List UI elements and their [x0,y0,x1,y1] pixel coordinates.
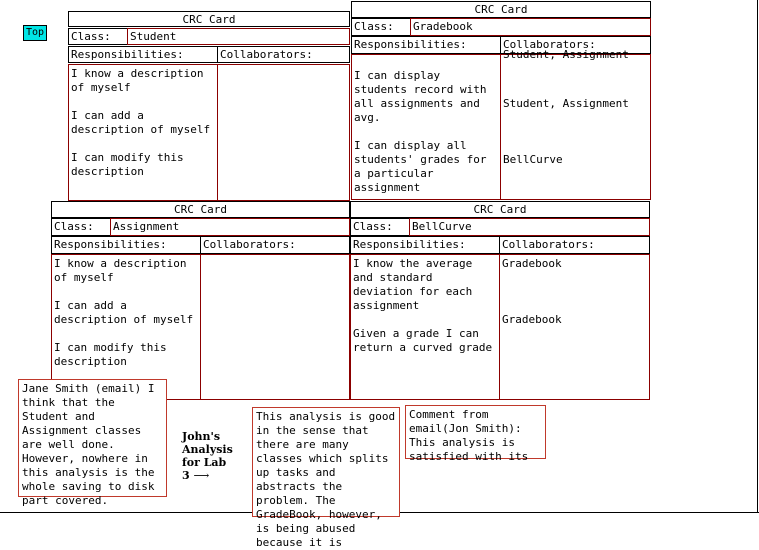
collaborator-item: Gradebook [502,257,562,270]
collaborators-label: Collaborators: [200,236,350,254]
card-title: CRC Card [68,11,350,27]
class-name-field[interactable]: Student [127,28,350,45]
card-title: CRC Card [351,1,651,18]
note-jon-smith: Comment from email(Jon Smith): This analysis is satisfied with its [405,405,546,459]
responsibility-item: I can modify this description [71,151,184,178]
responsibility-item: I know a description of myself [71,67,204,94]
crc-card-student [68,11,350,201]
crc-card-assignment [51,201,350,400]
responsibility-item: I know a description of myself [54,257,187,284]
responsibility-item: I can display students record with all assignments and avg. [354,69,487,124]
class-label: Class: [350,218,410,236]
note-jane-smith: Jane Smith (email) I think that the Student and Assignment classes are well done. However, nowhere in this analysis is the whole saving to disk part covered. [18,379,167,497]
collaborator-item: Student, Assignment [503,97,629,110]
responsibility-item: Given a grade I can return a curved grade [353,327,493,354]
class-name-field[interactable]: BellCurve [409,218,650,236]
collaborators-list[interactable] [499,254,650,400]
class-label: Class: [351,18,411,36]
crc-card-gradebook [351,1,651,201]
responsibilities-list[interactable] [350,254,500,400]
john-line-4 [182,469,244,482]
john-line-2: Analysis [182,443,233,456]
john-line-3: for Lab [182,456,227,469]
crc-card-bellcurve [350,201,650,400]
card-title: CRC Card [350,201,650,218]
john-line-1: John's [182,430,221,443]
card-title: CRC Card [51,201,350,218]
collaborators-label: Collaborators: [217,46,350,63]
class-label: Class: [68,28,128,45]
class-label: Class: [51,218,111,236]
responsibility-item: I can modify this description [54,341,167,368]
collaborator-item: BellCurve [503,153,563,166]
responsibilities-label: Responsibilities: [51,236,201,254]
collaborators-label: Collaborators: [499,236,650,254]
responsibilities-list[interactable] [68,64,218,201]
right-arrow-icon: ⟶ [193,469,210,482]
responsibilities-label: Responsibilities: [68,46,218,63]
responsibility-item: I can add a description of myself [54,299,194,326]
collaborator-item: Student, Assignment [503,48,629,61]
collaborators-list[interactable] [217,64,350,201]
page-frame-right [757,0,758,513]
collaborators-list[interactable] [500,48,651,200]
collaborators-list[interactable] [200,254,350,400]
responsibilities-list[interactable] [351,54,501,200]
responsibility-item: I can add a description of myself [71,109,211,136]
john-lab-number: 3 [182,469,190,482]
responsibilities-label: Responsibilities: [350,236,500,254]
johns-analysis-label [182,430,244,482]
responsibilities-label: Responsibilities: [351,36,501,54]
note-analysis-comment: This analysis is good in the sense that there are many classes which splits up tasks and abstracts the problem. The GradeBook, however, is being abused because it is [252,407,400,517]
collaborator-item: Gradebook [502,313,562,326]
class-name-field[interactable]: Assignment [110,218,350,236]
class-name-field[interactable]: Gradebook [410,18,651,36]
collaborators-label: Collaborators: [500,36,651,54]
responsibility-item: I can display all students' grades for a particular assignment [354,139,487,194]
top-button[interactable]: Top [23,25,47,41]
responsibility-item: I know the average and standard deviation for each assignment [353,257,473,312]
